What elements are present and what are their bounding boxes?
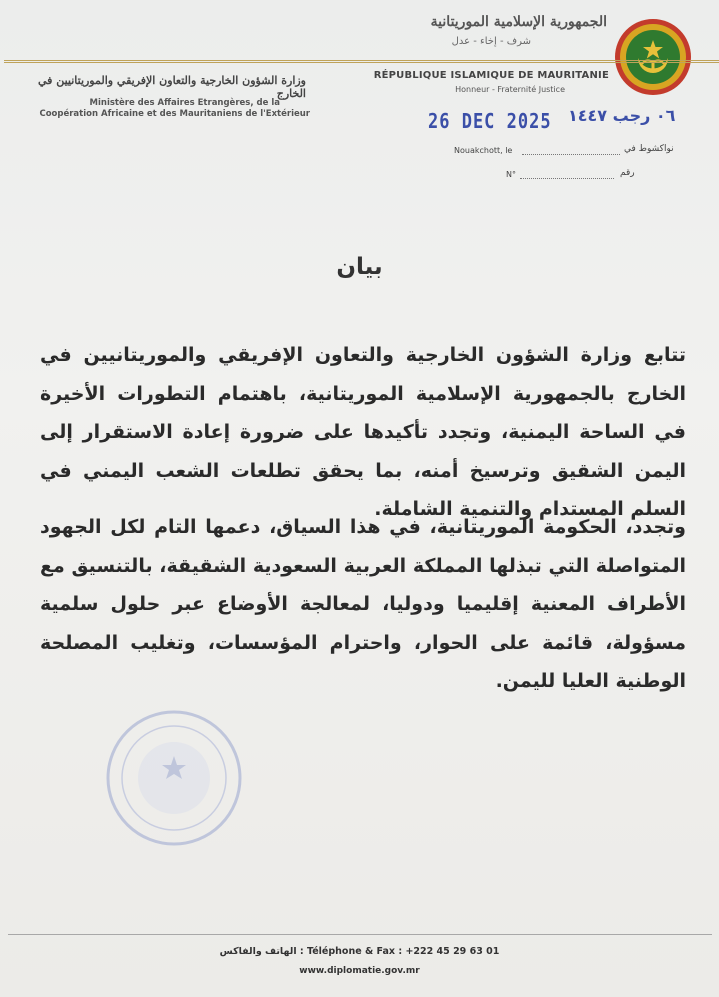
statement-paragraph-2: وتجدد، الحكومة الموريتانية، في هذا السياق، دعمها التام لكل الجهود المتواصلة التي تبذلها المملكة العربية السعودية الشقيقة، بالتنسيق مع الأطراف المعنية إقليميا ودوليا، لمعالجة الأوضاع عبر حلول سلمية مسؤولة، قائمة على الحوار، واحترام المؤسسات، وتغليب المصلحة الوطنية العليا لليمن. xyxy=(40,516,686,692)
statement-paragraph-1: تتابع وزارة الشؤون الخارجية والتعاون الإفريقي والموريتانيين في الخارج بالجمهورية الإسلامية الموريتانية، باهتمام التطورات الأخيرة في الساحة اليمنية، وتجدد تأكيدها على ضرورة إعادة الاستقرار إلى اليمن الشقيق وترسيخ أمنه، بما يحقق تطلعات الشعب اليمني في السلم المستدام والتنمية الشاملة. xyxy=(40,344,686,520)
national-seal-icon xyxy=(614,18,692,96)
arabic-republic-title: الجمهورية الإسلامية الموريتانية xyxy=(430,14,607,30)
footer-phone-fax: Téléphone & Fax : +222 45 29 63 01 : الهاتف والفاكس xyxy=(219,946,500,957)
hijri-date-stamp: ٠٦ رجب ١٤٤٧ xyxy=(568,106,676,125)
date-stamp: 26 DEC 2025 xyxy=(428,110,552,134)
number-dotted-line xyxy=(520,178,614,179)
french-republic-title: RÉPUBLIQUE ISLAMIQUE DE MAURITANIE xyxy=(373,70,609,81)
ministry-arabic-name: وزارة الشؤون الخارجية والتعاون الإفريقي والموريتانيين في الخارج xyxy=(37,74,306,100)
ministry-french-name-line1: Ministère des Affaires Etrangères, de la xyxy=(89,98,280,108)
place-label-french: Nouakchott, le xyxy=(454,146,513,155)
number-label-french: N° xyxy=(506,170,516,179)
footer-website: www.diplomatie.gov.mr xyxy=(299,966,420,976)
place-label-arabic: نواكشوط في xyxy=(624,144,674,154)
document-title: بيان xyxy=(336,254,383,280)
ministry-french-name-line2: Coopération Africaine et des Mauritaniens de l'Extérieur xyxy=(39,109,310,119)
footer-divider xyxy=(8,934,712,935)
french-motto: Honneur - Fraternité Justice xyxy=(455,85,565,94)
number-label-arabic: رقم xyxy=(620,168,635,178)
place-dotted-line xyxy=(522,154,620,155)
header-divider xyxy=(4,60,719,63)
ministry-ink-stamp-icon xyxy=(104,708,244,848)
arabic-motto: شرف - إخاء - عدل xyxy=(451,36,531,47)
